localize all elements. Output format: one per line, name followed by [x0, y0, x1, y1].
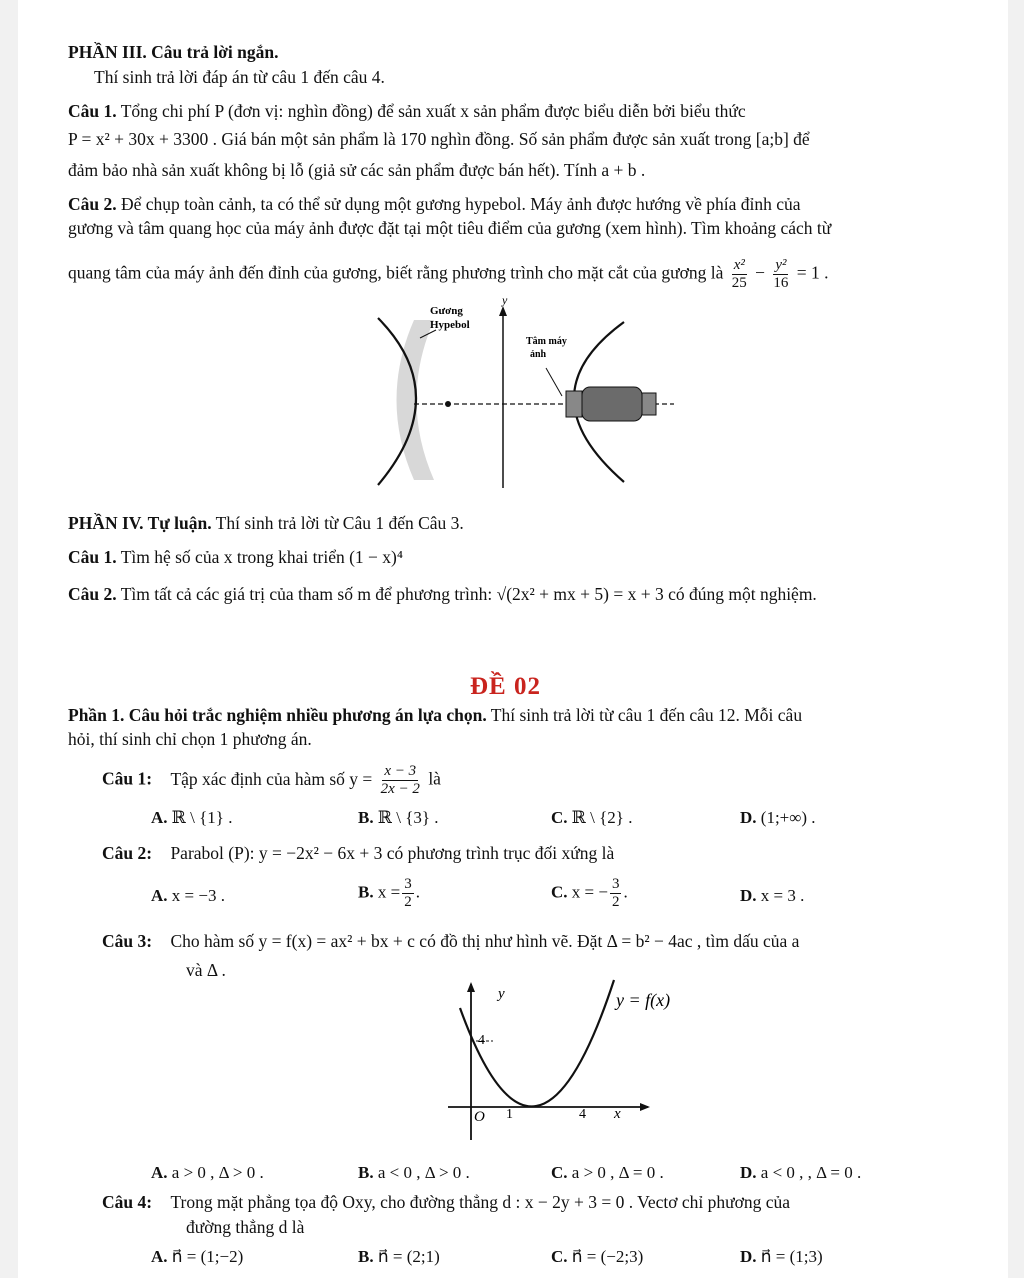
hyperbola-mirror-figure [374, 290, 674, 490]
de02-q3-text: Cho hàm số y = f(x) = ax² + bx + c có đồ thị như hình vẽ. Đặt Δ = b² − 4ac , tìm dấu của a [170, 931, 800, 951]
de02-q2-option-a[interactable]: A. x = −3 . [151, 886, 225, 905]
camera-back-icon [642, 393, 656, 415]
de02-q2-line [102, 843, 614, 863]
de02-p1-heading: Phần 1. Câu hỏi trắc nghiệm nhiều phương án lựa chọn. [68, 705, 487, 725]
focus-point [445, 401, 451, 407]
p4-q1-text: Tìm hệ số của x trong khai triển (1 − x)⁴ [120, 547, 403, 567]
de02-q4-line2: đường thẳng d là [186, 1217, 305, 1237]
p3-q2-text3: quang tâm của máy ảnh đến đỉnh của gương, biết rằng phương trình cho mặt cắt của gương là [68, 262, 724, 283]
parabola-graph-figure [438, 978, 678, 1143]
fig-camera-label-2: ảnh [530, 349, 547, 360]
de02-q3-option-b[interactable]: B. a < 0 , Δ > 0 . [358, 1163, 470, 1182]
graph-tick-1: 1 [506, 1107, 513, 1122]
p3-q2-text1: Để chụp toàn cảnh, ta có thể sử dụng một gương hypebol. Máy ảnh được hướng về phía đỉnh của [121, 194, 801, 214]
p3-q2-line1 [68, 194, 801, 214]
de02-q4-option-d[interactable]: D. n⃗ = (1;3) [740, 1247, 823, 1266]
de02-q1-option-a[interactable]: A. ℝ \ {1} . [151, 808, 233, 827]
graph-x-label: x [614, 1106, 621, 1122]
de02-q2-option-d[interactable]: D. x = 3 . [740, 886, 805, 905]
de02-q2-text: Parabol (P): y = −2x² − 6x + 3 có phương trình trục đối xứng là [170, 843, 615, 863]
de02-p1-line2: hỏi, thí sinh chỉ chọn 1 phương án. [68, 729, 312, 749]
de02-q1-line [102, 763, 441, 798]
de02-q1-label: Câu 1: [102, 768, 153, 789]
de02-q3-option-d[interactable]: D. a < 0 , , Δ = 0 . [740, 1163, 862, 1182]
p4-q1-line [68, 547, 403, 567]
de02-q2-option-c[interactable]: C. x = − $\frac{3}{2}$ . [551, 876, 628, 910]
p4-q2-text: Tìm tất cả các giá trị của tham số m để phương trình: √(2x² + mx + 5) = x + 3 có đúng một nghiệm. [120, 584, 817, 604]
p4-q2-line [68, 584, 817, 604]
de02-q4-text: Trong mặt phẳng tọa độ Oxy, cho đường thẳng d : x − 2y + 3 = 0 . Vectơ chỉ phương của [170, 1192, 791, 1212]
de02-p1-line1 [68, 705, 802, 725]
graph-origin-label: O [474, 1109, 485, 1125]
camera-body-icon [582, 387, 642, 421]
de02-q4-option-b[interactable]: B. n⃗ = (2;1) [358, 1247, 440, 1266]
part3-instruction: Thí sinh trả lời đáp án từ câu 1 đến câu 4. [94, 67, 385, 87]
p3-q1-label: Câu 1. [68, 101, 117, 121]
p3-q1-line3: đảm bảo nhà sản xuất không bị lỗ (giả sử các sản phẩm được bán hết). Tính a + b . [68, 160, 646, 180]
eq-frac-x: $\frac{\text{x²}}{25}$ [731, 257, 747, 291]
de02-q4-option-a[interactable]: A. n⃗ = (1;−2) [151, 1247, 244, 1266]
fig-camera-label-1: Tâm máy [526, 336, 567, 347]
de02-q2-option-b[interactable]: B. x = $\frac{3}{2}$ . [358, 876, 420, 910]
de02-p1-instruction: Thí sinh trả lời từ câu 1 đến câu 12. Mỗi câu [490, 705, 803, 725]
graph-y-label: y [498, 986, 505, 1002]
p3-q2-line2: gương và tâm quang học của máy ảnh được đặt tại một tiêu điểm của gương (xem hình). Tìm khoảng cách từ [68, 218, 832, 238]
camera-pointer [546, 368, 562, 396]
de02-q3-option-a[interactable]: A. a > 0 , Δ > 0 . [151, 1163, 264, 1182]
graph-x-arrow-icon [640, 1103, 650, 1111]
part4-heading-line [68, 513, 464, 533]
p3-q1-line1 [68, 101, 746, 121]
de02-q4-line [102, 1192, 790, 1212]
part3-heading: PHẦN III. Câu trả lời ngắn. [68, 42, 279, 62]
de02-q3-line [102, 931, 799, 951]
part4-instruction: Thí sinh trả lời từ Câu 1 đến Câu 3. [215, 513, 464, 533]
de02-q1-option-d[interactable]: D. (1;+∞) . [740, 808, 816, 827]
p3-q1-text1: Tổng chi phí P (đơn vị: nghìn đồng) để sản xuất x sản phẩm được biểu diễn bởi biểu thức [120, 101, 746, 121]
camera-lens-icon [566, 391, 582, 417]
de02-q1-frac: $\frac{x - 3}{2x - 2}$ [380, 763, 420, 797]
de02-q3-line2: và Δ . [186, 960, 226, 980]
graph-tick-4: 4 [478, 1033, 485, 1048]
graph-tick-4x: 4 [579, 1107, 586, 1122]
de02-q1-option-b[interactable]: B. ℝ \ {3} . [358, 808, 439, 827]
document-page [18, 0, 1008, 1278]
exam-title: ĐỀ 02 [470, 673, 541, 700]
p3-q1-line2: P = x² + 30x + 3300 . Giá bán một sản phẩm là 170 nghìn đồng. Số sản phẩm được sản xuất trong [a;b] để [68, 129, 810, 149]
de02-q3-option-c[interactable]: C. a > 0 , Δ = 0 . [551, 1163, 664, 1182]
fig-mirror-label-2: Hypebol [430, 319, 470, 331]
de02-q3-label: Câu 3: [102, 931, 153, 951]
de02-q1-tail: là [428, 768, 441, 789]
de02-q4-option-c[interactable]: C. n⃗ = (−2;3) [551, 1247, 644, 1266]
graph-func-label: y = f(x) [616, 990, 671, 1010]
p3-q2-label: Câu 2. [68, 194, 117, 214]
de02-q4-label: Câu 4: [102, 1192, 153, 1212]
fig-y-label: y [502, 293, 508, 307]
de02-q1-option-c[interactable]: C. ℝ \ {2} . [551, 808, 633, 827]
de02-q1-text: Tập xác định của hàm số y = [170, 768, 373, 789]
fig-mirror-label-1: Gương [430, 305, 463, 317]
graph-y-arrow-icon [467, 982, 475, 992]
de02-q2-label: Câu 2: [102, 843, 153, 863]
eq-frac-y: $\frac{\text{y²}}{16}$ [773, 257, 789, 291]
p4-q2-label: Câu 2. [68, 584, 117, 604]
part4-heading: PHẦN IV. Tự luận. [68, 513, 212, 533]
p3-q2-line3: quang tâm của máy ảnh đến đỉnh của gương, biết rằng phương trình cho mặt cắt của gương là $\frac{\text{x²}}{25}$ − $\frac{\text{y²}}{16}$ = 1 . [68, 257, 829, 291]
p4-q1-label: Câu 1. [68, 547, 117, 567]
y-axis-arrow-icon [499, 306, 507, 316]
